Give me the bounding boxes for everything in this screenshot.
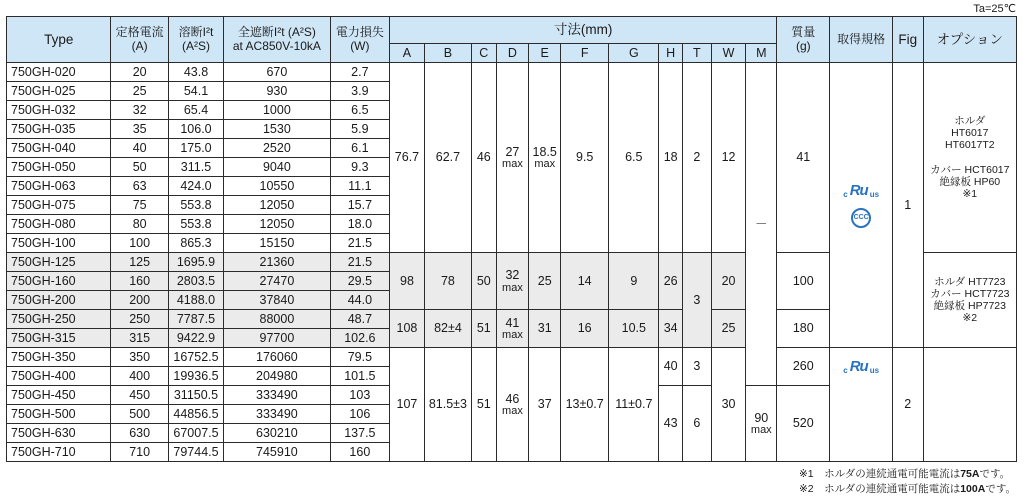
cell-total: 12050	[224, 215, 331, 234]
cell-loss: 103	[330, 386, 389, 405]
cell-loss: 106	[330, 405, 389, 424]
g4-b: 81.5±3	[424, 348, 471, 462]
cell-loss: 3.9	[330, 82, 389, 101]
g2-b: 78	[424, 253, 471, 310]
cell-melt: 16752.5	[168, 348, 223, 367]
cell-loss: 11.1	[330, 177, 389, 196]
ambient-temperature: Ta=25℃	[973, 3, 1016, 15]
g1-f: 9.5	[561, 63, 609, 253]
g4b-m: 90 max	[746, 386, 777, 462]
g3-c: 51	[471, 310, 496, 348]
cell-total: 333490	[224, 386, 331, 405]
g4-w: 30	[711, 348, 746, 462]
cell-total: 204980	[224, 367, 331, 386]
g4b-mass: 520	[777, 386, 830, 462]
g2-f: 14	[561, 253, 609, 310]
cell-type: 750GH-020	[7, 63, 111, 82]
cell-melt: 4188.0	[168, 291, 223, 310]
options-empty	[923, 348, 1016, 462]
cell-melt: 311.5	[168, 158, 223, 177]
col-header-options: オプション	[923, 17, 1016, 63]
cell-melt: 44856.5	[168, 405, 223, 424]
g3-b: 82±4	[424, 310, 471, 348]
cell-total: 10550	[224, 177, 331, 196]
cell-current: 350	[111, 348, 168, 367]
fig-1: 1	[892, 63, 923, 348]
cell-type: 750GH-450	[7, 386, 111, 405]
cell-current: 40	[111, 139, 168, 158]
cell-current: 250	[111, 310, 168, 329]
cell-total: 1000	[224, 101, 331, 120]
g3-a: 108	[390, 310, 425, 348]
dim-header-t: T	[682, 44, 711, 63]
cell-loss: 29.5	[330, 272, 389, 291]
cell-current: 450	[111, 386, 168, 405]
dim-header-a: A	[390, 44, 425, 63]
g2-a: 98	[390, 253, 425, 310]
cell-type: 750GH-100	[7, 234, 111, 253]
cell-melt: 1695.9	[168, 253, 223, 272]
g4-d: 46 max	[496, 348, 529, 462]
options-2: ホルダ HT7723 カバー HCT7723 絶縁板 HP7723 ※2	[923, 253, 1016, 348]
cell-loss: 6.5	[330, 101, 389, 120]
cell-loss: 160	[330, 443, 389, 462]
g3-d: 41 max	[496, 310, 529, 348]
dim-header-c: C	[471, 44, 496, 63]
cell-current: 35	[111, 120, 168, 139]
g2-mass: 100	[777, 253, 830, 310]
cell-current: 100	[111, 234, 168, 253]
ccc-mark: CCC	[851, 208, 871, 228]
cell-loss: 9.3	[330, 158, 389, 177]
cell-loss: 48.7	[330, 310, 389, 329]
g4b-h: 43	[659, 386, 683, 462]
cell-total: 1530	[224, 120, 331, 139]
cell-type: 750GH-350	[7, 348, 111, 367]
col-header-mass: 質量 (g)	[777, 17, 830, 63]
dim-header-m: M	[746, 44, 777, 63]
cell-type: 750GH-160	[7, 272, 111, 291]
cell-loss: 18.0	[330, 215, 389, 234]
cell-loss: 79.5	[330, 348, 389, 367]
cell-loss: 21.5	[330, 234, 389, 253]
cell-melt: 79744.5	[168, 443, 223, 462]
g2-w: 20	[711, 253, 746, 310]
g1-mass: 41	[777, 63, 830, 253]
cell-current: 25	[111, 82, 168, 101]
cell-loss: 21.5	[330, 253, 389, 272]
cell-current: 75	[111, 196, 168, 215]
cell-current: 32	[111, 101, 168, 120]
cell-type: 750GH-075	[7, 196, 111, 215]
cell-current: 500	[111, 405, 168, 424]
cell-type: 750GH-630	[7, 424, 111, 443]
cell-melt: 65.4	[168, 101, 223, 120]
cul-us-mark: c Ru us	[843, 358, 880, 376]
g4-f: 13±0.7	[561, 348, 609, 462]
fuse-spec-table	[6, 16, 1017, 462]
m-dash: －	[755, 216, 768, 231]
cell-type: 750GH-040	[7, 139, 111, 158]
cell-melt: 19936.5	[168, 367, 223, 386]
cell-current: 710	[111, 443, 168, 462]
cell-current: 200	[111, 291, 168, 310]
cell-total: 88000	[224, 310, 331, 329]
cell-total: 745910	[224, 443, 331, 462]
table-row	[7, 63, 1017, 82]
cell-total: 21360	[224, 253, 331, 272]
g2-e: 25	[529, 253, 561, 310]
cell-type: 750GH-025	[7, 82, 111, 101]
col-header-fig: Fig	[892, 17, 923, 63]
g4a-t: 3	[682, 348, 711, 386]
cell-type: 750GH-063	[7, 177, 111, 196]
cell-melt: 43.8	[168, 63, 223, 82]
g1-d: 27 max	[496, 63, 529, 253]
cert-cell-1	[830, 63, 892, 348]
cell-current: 630	[111, 424, 168, 443]
cell-melt: 106.0	[168, 120, 223, 139]
g2-c: 50	[471, 253, 496, 310]
col-header-cert: 取得規格	[830, 17, 892, 63]
cell-total: 630210	[224, 424, 331, 443]
options-1: ホルダ HT6017 HT6017T2 カバー HCT6017 絶縁板 HP60 ※1	[923, 63, 1016, 253]
cell-melt: 175.0	[168, 139, 223, 158]
m-dash-cell	[746, 63, 777, 386]
cert-cell-2	[830, 348, 892, 462]
cell-melt: 2803.5	[168, 272, 223, 291]
g1-c: 46	[471, 63, 496, 253]
g4-e: 37	[529, 348, 561, 462]
cell-type: 750GH-200	[7, 291, 111, 310]
cell-melt: 54.1	[168, 82, 223, 101]
cell-total: 27470	[224, 272, 331, 291]
cell-current: 400	[111, 367, 168, 386]
cell-total: 670	[224, 63, 331, 82]
g1-t: 2	[682, 63, 711, 253]
g1-w: 12	[711, 63, 746, 253]
cell-loss: 6.1	[330, 139, 389, 158]
cul-us-mark: c Ru us	[843, 181, 880, 199]
g3-mass: 180	[777, 310, 830, 348]
g1-e: 18.5 max	[529, 63, 561, 253]
g4a-h: 40	[659, 348, 683, 386]
cell-current: 50	[111, 158, 168, 177]
g3-g: 10.5	[609, 310, 659, 348]
cell-type: 750GH-035	[7, 120, 111, 139]
footnotes	[799, 467, 1016, 496]
cell-melt: 865.3	[168, 234, 223, 253]
cell-melt: 553.8	[168, 196, 223, 215]
cell-type: 750GH-032	[7, 101, 111, 120]
cell-loss: 102.6	[330, 329, 389, 348]
footnote-1: ※1 ホルダの連続通電可能電流は75Aです。	[798, 468, 1011, 480]
fig-2: 2	[892, 348, 923, 462]
cell-type: 750GH-315	[7, 329, 111, 348]
cell-melt: 9422.9	[168, 329, 223, 348]
cell-current: 63	[111, 177, 168, 196]
g4-g: 11±0.7	[609, 348, 659, 462]
col-header-total-clearing-i2t: 全遮断I²t (A²S) at AC850V-10kA	[224, 17, 331, 63]
dim-header-d: D	[496, 44, 529, 63]
cell-loss: 15.7	[330, 196, 389, 215]
cell-total: 333490	[224, 405, 331, 424]
cell-loss: 2.7	[330, 63, 389, 82]
g3-w: 25	[711, 310, 746, 348]
cell-loss: 44.0	[330, 291, 389, 310]
cell-total: 12050	[224, 196, 331, 215]
cell-total: 9040	[224, 158, 331, 177]
cell-total: 2520	[224, 139, 331, 158]
dim-header-b: B	[424, 44, 471, 63]
g4-a: 107	[390, 348, 425, 462]
g4b-t: 6	[682, 386, 711, 462]
cell-total: 97700	[224, 329, 331, 348]
cell-total: 176060	[224, 348, 331, 367]
cell-loss: 101.5	[330, 367, 389, 386]
cell-type: 750GH-710	[7, 443, 111, 462]
g1-a: 76.7	[390, 63, 425, 253]
g4a-mass: 260	[777, 348, 830, 386]
table-row	[7, 348, 1017, 367]
cell-total: 15150	[224, 234, 331, 253]
g1-g: 6.5	[609, 63, 659, 253]
g2-g: 9	[609, 253, 659, 310]
col-header-rated-current: 定格電流 (A)	[111, 17, 168, 63]
cell-type: 750GH-050	[7, 158, 111, 177]
cell-current: 80	[111, 215, 168, 234]
g3-f: 16	[561, 310, 609, 348]
cell-total: 37840	[224, 291, 331, 310]
col-header-power-loss: 電力損失 (W)	[330, 17, 389, 63]
dim-header-f: F	[561, 44, 609, 63]
cell-melt: 31150.5	[168, 386, 223, 405]
cell-current: 20	[111, 63, 168, 82]
cell-current: 125	[111, 253, 168, 272]
cell-loss: 137.5	[330, 424, 389, 443]
g23-t: 3	[682, 253, 711, 348]
g1-b: 62.7	[424, 63, 471, 253]
cell-total: 930	[224, 82, 331, 101]
cell-melt: 424.0	[168, 177, 223, 196]
g2-d: 32 max	[496, 253, 529, 310]
cell-type: 750GH-080	[7, 215, 111, 234]
cell-type: 750GH-400	[7, 367, 111, 386]
cell-type: 750GH-500	[7, 405, 111, 424]
cell-melt: 7787.5	[168, 310, 223, 329]
dim-header-h: H	[659, 44, 683, 63]
g3-e: 31	[529, 310, 561, 348]
cell-melt: 67007.5	[168, 424, 223, 443]
g1-h: 18	[659, 63, 683, 253]
dim-header-g: G	[609, 44, 659, 63]
col-header-type: Type	[7, 17, 111, 63]
cell-current: 160	[111, 272, 168, 291]
cell-type: 750GH-250	[7, 310, 111, 329]
dim-header-w: W	[711, 44, 746, 63]
cell-current: 315	[111, 329, 168, 348]
dim-header-e: E	[529, 44, 561, 63]
col-header-melting-i2t: 溶断I²t (A²S)	[168, 17, 223, 63]
cell-loss: 5.9	[330, 120, 389, 139]
footnote-2: ※2 ホルダの連続通電可能電流は100Aです。	[798, 482, 1016, 495]
cell-melt: 553.8	[168, 215, 223, 234]
col-header-dimensions: 寸法(mm)	[390, 17, 777, 44]
cell-type: 750GH-125	[7, 253, 111, 272]
g2-h: 26	[659, 253, 683, 310]
g4-c: 51	[471, 348, 496, 462]
g3-h: 34	[659, 310, 683, 348]
